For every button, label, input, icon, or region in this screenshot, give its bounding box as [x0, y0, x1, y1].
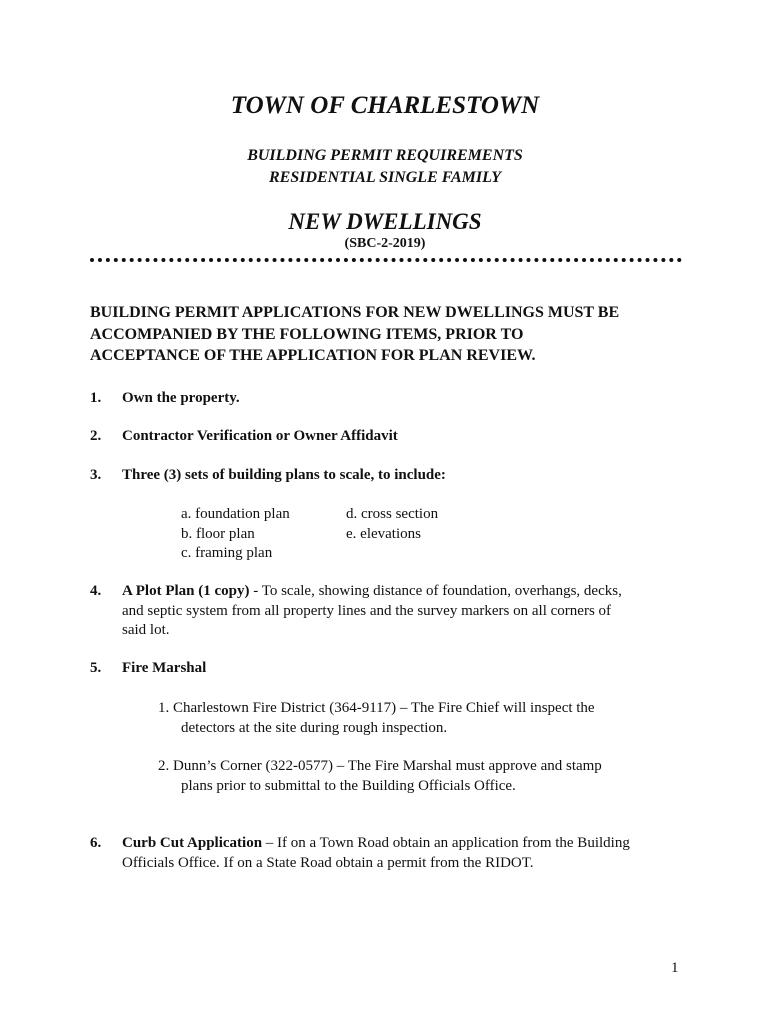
item-text: Officials Office. If on a State Road obtain a permit from the RIDOT.: [122, 854, 534, 871]
item-text: said lot.: [122, 622, 170, 638]
plan-list-left: [181, 505, 290, 564]
item-text: Contractor Verification or Owner Affidavit: [122, 428, 398, 444]
item-text: and septic system from all property lines and the survey markers on all corners of: [122, 602, 612, 619]
code-reference: (SBC-2-2019): [344, 236, 426, 251]
plan-list-item: c. framing plan: [181, 545, 273, 561]
intro-paragraph: [90, 302, 690, 367]
fire-district-subitem: [158, 699, 595, 738]
plot-plan-text: [122, 582, 622, 641]
intro-line: BUILDING PERMIT APPLICATIONS FOR NEW DWELLINGS MUST BE: [90, 304, 620, 321]
intro-line: ACCOMPANIED BY THE FOLLOWING ITEMS, PRIOR TO: [90, 325, 524, 343]
item-number: 2.: [90, 428, 102, 444]
item-bold-label: A Plot Plan (1 copy): [122, 583, 250, 599]
curb-cut-text: [122, 834, 630, 873]
item-number: 6.: [90, 835, 102, 851]
intro-line: ACCEPTANCE OF THE APPLICATION FOR PLAN REVIEW.: [90, 347, 536, 364]
subitem-line: plans prior to submittal to the Building Officials Office.: [181, 777, 516, 794]
residential-subtitle: RESIDENTIAL SINGLE FAMILY: [268, 169, 502, 186]
item-number: 5.: [90, 660, 102, 676]
item-text: Own the property.: [122, 390, 240, 406]
item-text: Fire Marshal: [122, 660, 207, 676]
requirements-subtitle: BUILDING PERMIT REQUIREMENTS: [247, 147, 523, 164]
page-title: NEW DWELLINGS: [288, 209, 482, 234]
page-number: 1: [671, 960, 679, 976]
subitem-line: 1. Charlestown Fire District (364-9117) – The Fire Chief will inspect the: [158, 700, 595, 716]
subitem-line: detectors at the site during rough inspection.: [181, 719, 448, 736]
item-text: – If on a Town Road obtain an application from the Building: [262, 835, 630, 851]
plan-list-item: b. floor plan: [181, 525, 255, 542]
plan-list-item: d. cross section: [346, 506, 439, 522]
item-number: 1.: [90, 390, 102, 406]
dunns-corner-subitem: [158, 757, 602, 796]
plan-list-right: [346, 505, 438, 544]
dotted-divider: [90, 258, 682, 262]
item-bold-label: Curb Cut Application: [122, 835, 263, 851]
item-text: Three (3) sets of building plans to scale, to include:: [122, 467, 446, 483]
item-number: 3.: [90, 467, 102, 483]
item-number: 4.: [90, 583, 102, 599]
plan-list-item: a. foundation plan: [181, 506, 290, 522]
item-text: - To scale, showing distance of foundation, overhangs, decks,: [249, 583, 622, 599]
town-title: TOWN OF CHARLESTOWN: [230, 92, 540, 119]
plan-list-item: e. elevations: [346, 525, 421, 542]
subitem-line: 2. Dunn’s Corner (322-0577) – The Fire Marshal must approve and stamp: [158, 758, 602, 774]
